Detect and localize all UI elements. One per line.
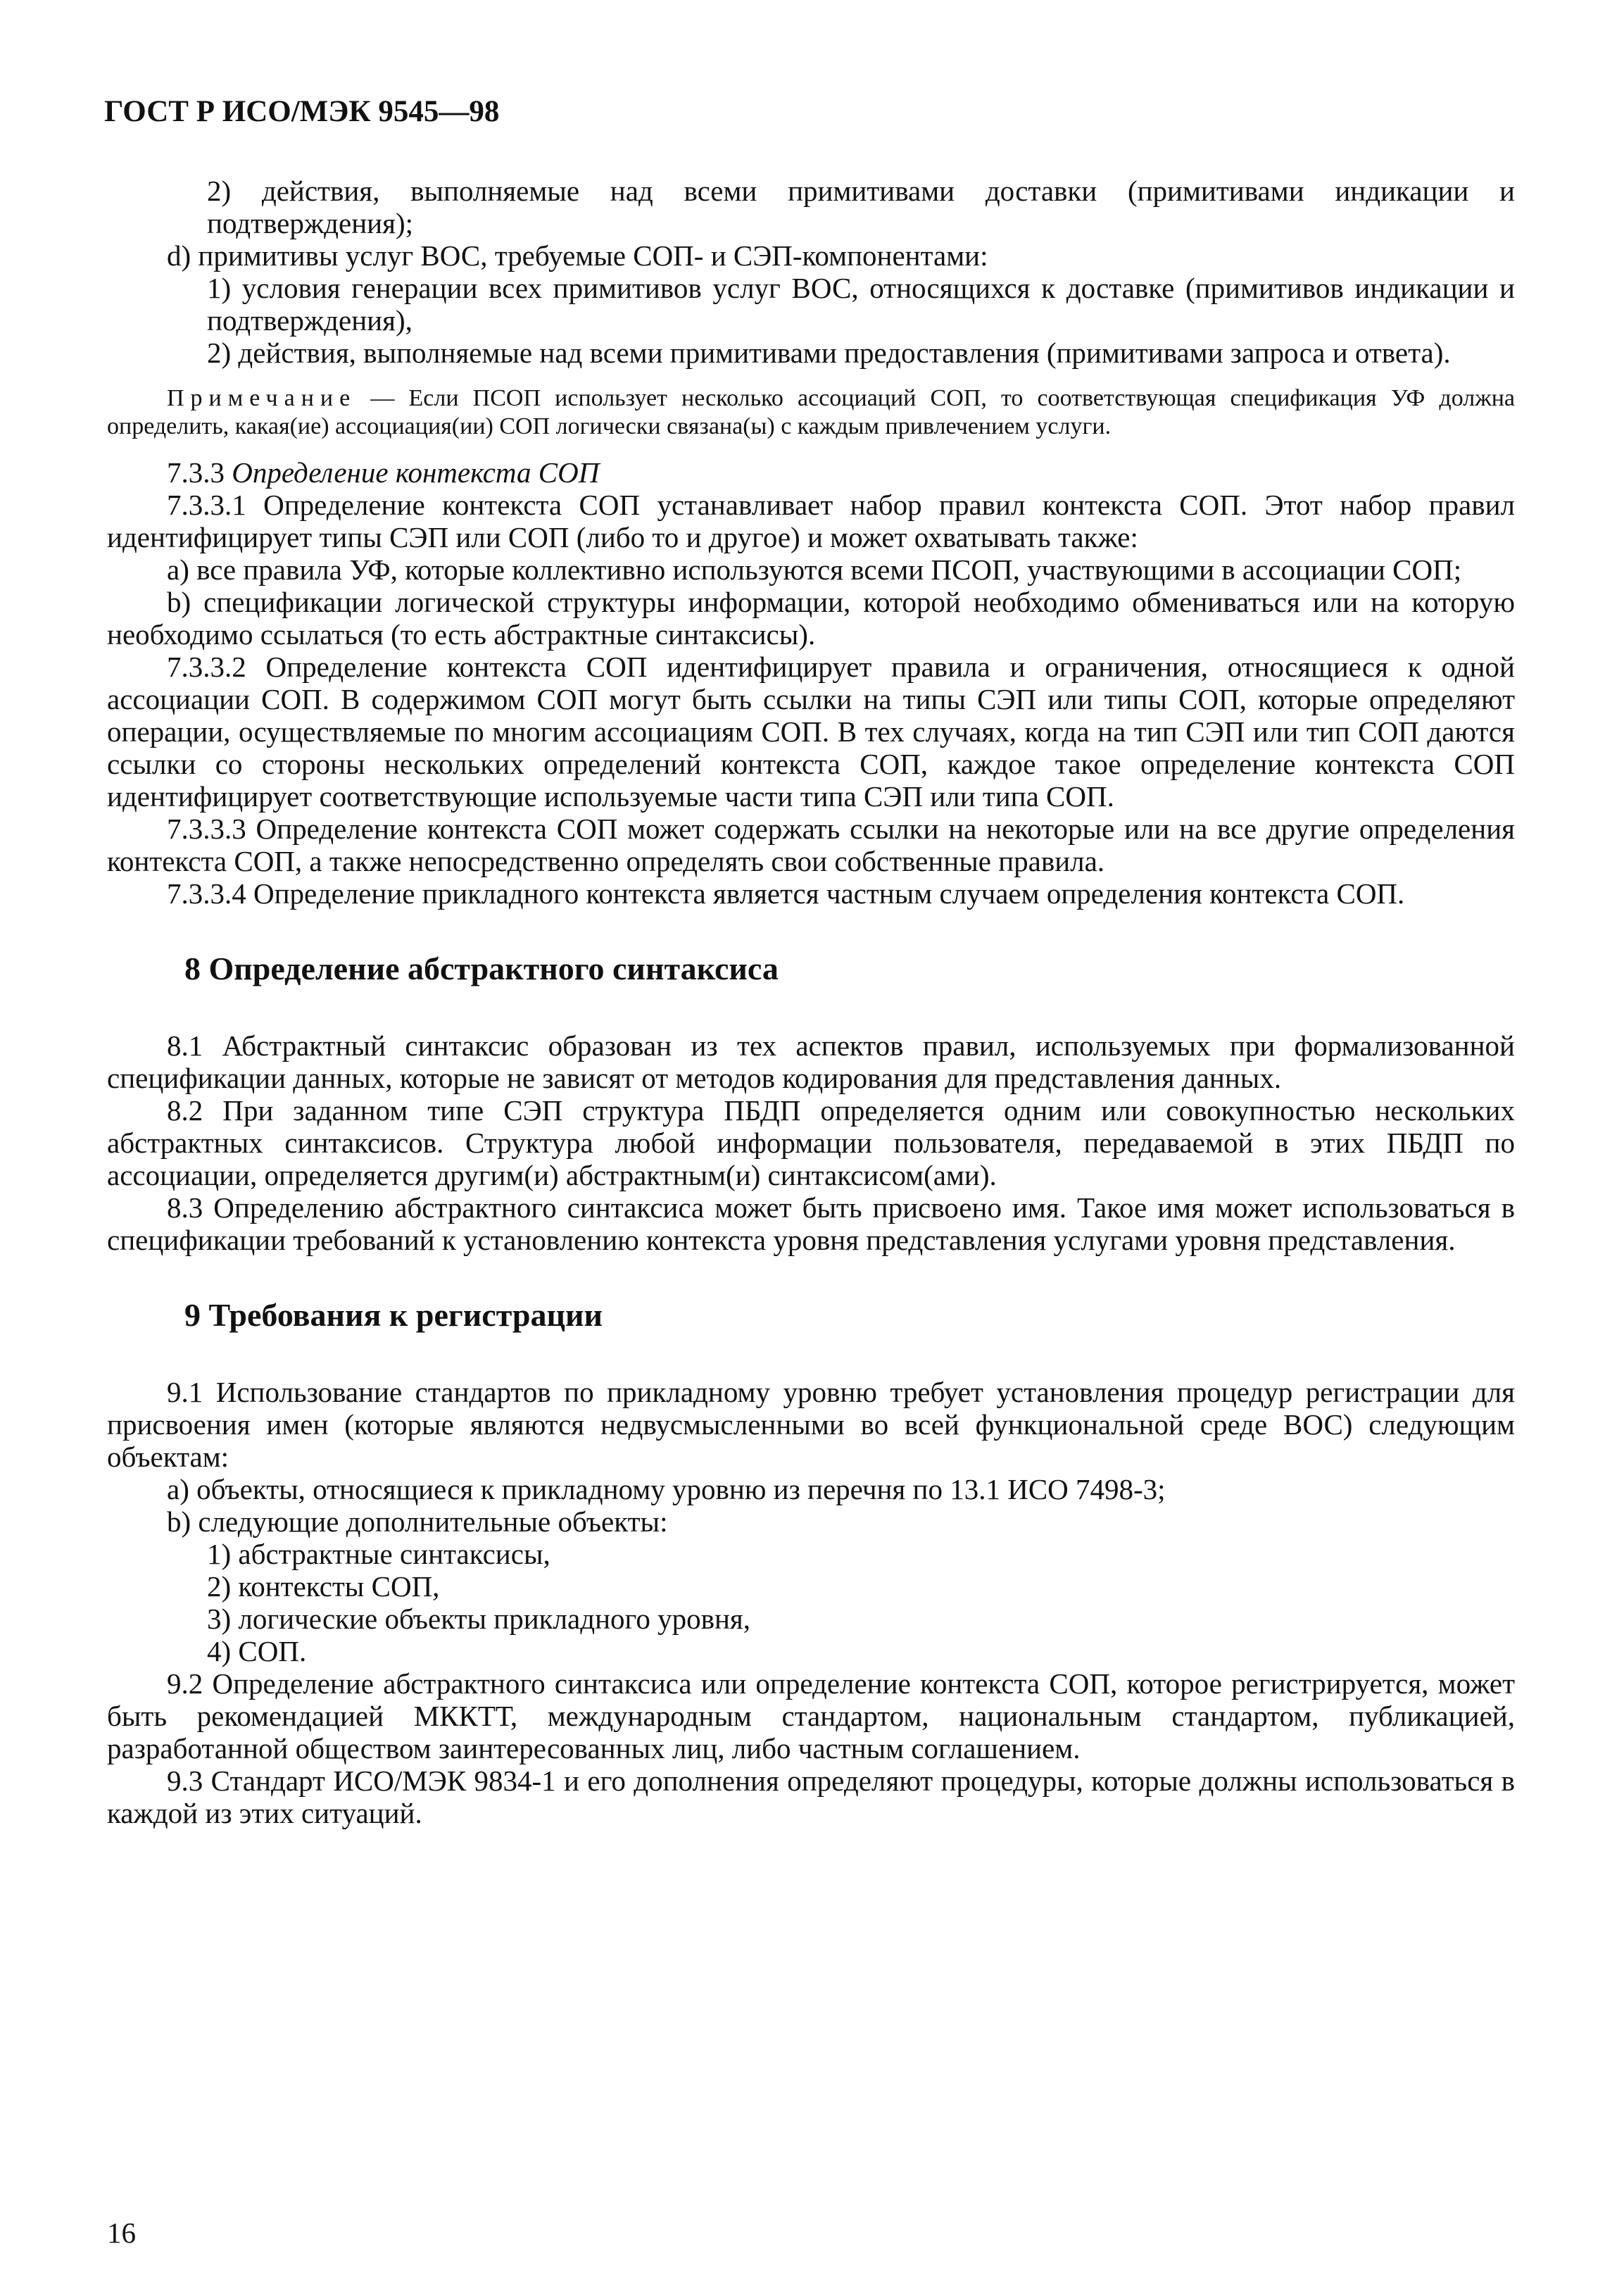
paragraph: 9.2 Определение абстрактного синтаксиса или определение контекста СОП, которое регистрируется, может быть рекомендацией МККТТ, международным стандартом, национальным стандартом, публикацией, разработанной обществом заинтересованных лиц, либо частным соглашением. [107,1667,1515,1765]
paragraph: 7.3.3.1 Определение контекста СОП устанавливает набор правил контекста СОП. Этот набор правил идентифицирует типы СЭП или СОП (либо то и другое) и может охватывать также: [107,489,1515,553]
paragraph: b) спецификации логической структуры информации, которой необходимо обмениваться или на которую необходимо ссылаться (то есть абстрактные синтаксисы). [107,586,1515,651]
paragraph: 8.3 Определению абстрактного синтаксиса может быть присвоено имя. Такое имя может использоваться в спецификации требований к установлению контекста уровня представления услугами уровня представления. [107,1191,1515,1256]
note-label: Примечание [167,385,357,411]
paragraph: 9.3 Стандарт ИСО/МЭК 9834-1 и его дополнения определяют процедуры, которые должны использоваться в каждой из этих ситуаций. [107,1765,1515,1829]
paragraph: 8.2 При заданном типе СЭП структура ПБДП определяется одним или совокупностью нескольких абстрактных синтаксисов. Структура любой информации пользователя, передаваемой в этих ПБДП по ассоциации, определяется другим(и) абстрактным(и) синтаксисом(ами). [107,1094,1515,1191]
document-header: ГОСТ Р ИСО/МЭК 9545—98 [104,95,500,128]
list-item: а) объекты, относящиеся к прикладному уровню из перечня по 13.1 ИСО 7498-3; [167,1473,1166,1505]
section-heading-8: 8 Определение абстрактного синтаксиса [184,951,779,986]
subsection-title: Определение контекста СОП [232,456,600,489]
paragraph: 9.1 Использование стандартов по прикладному уровню требует установления процедур регистрации для присвоения имен (которые являются недвусмысленными во всей функциональной среде ВОС) следующим объектам: [107,1376,1515,1473]
section-heading-9: 9 Требования к регистрации [184,1297,603,1333]
list-item: 2) действия, выполняемые над всеми примитивами доставки (примитивами индикации и подтверждения); [207,175,1515,239]
list-item: b) следующие дополнительные объекты: [167,1505,668,1538]
paragraph: 7.3.3.4 Определение прикладного контекста является частным случаем определения контекста СОП. [167,877,1405,910]
list-item: 1) условия генерации всех примитивов услуг ВОС, относящихся к доставке (примитивов индикации и подтверждения), [207,272,1515,337]
paragraph: 8.1 Абстрактный синтаксис образован из тех аспектов правил, используемых при формализованной спецификации данных, которые не зависят от методов кодирования для представления данных. [107,1029,1515,1094]
list-item: d) примитивы услуг ВОС, требуемые СОП- и СЭП-компонентами: [167,239,988,272]
list-item: 2) действия, выполняемые над всеми примитивами предоставления (примитивами запроса и ответа). [207,337,1451,369]
note-text: — Если ПСОП использует несколько ассоциаций СОП, то соответствующая спецификация УФ должна определить, какая(ие) ассоциация(ии) СОП логически связана(ы) с каждым привлечением услуги. [107,385,1515,439]
document-body [107,175,1515,1829]
paragraph: 7.3.3.2 Определение контекста СОП идентифицирует правила и ограничения, относящиеся к одной ассоциации СОП. В содержимом СОП могут быть ссылки на типы СЭП или типы СОП, которые определяют операции, осуществляемые по многим ассоциациям СОП. В тех случаях, когда на тип СЭП или тип СОП даются ссылки со стороны нескольких определений контекста СОП, каждое такое определение контекста СОП идентифицирует соответствующие используемые части типа СЭП или типа СОП. [107,651,1515,813]
list-item: 2) контексты СОП, [207,1570,440,1603]
paragraph: 7.3.3.3 Определение контекста СОП может содержать ссылки на некоторые или на все другие определения контекста СОП, а также непосредственно определять свои собственные правила. [107,813,1515,877]
list-item: 1) абстрактные синтаксисы, [207,1538,550,1570]
subsection-number: 7.3.3 [167,456,225,489]
subsection-heading [107,456,1515,489]
list-item: 3) логические объекты прикладного уровня, [207,1603,751,1635]
page-number: 16 [107,2217,136,2249]
list-item: 4) СОП. [207,1635,307,1667]
paragraph: а) все правила УФ, которые коллективно используются всеми ПСОП, участвующими в ассоциации СОП; [167,553,1462,586]
note [107,384,1515,441]
